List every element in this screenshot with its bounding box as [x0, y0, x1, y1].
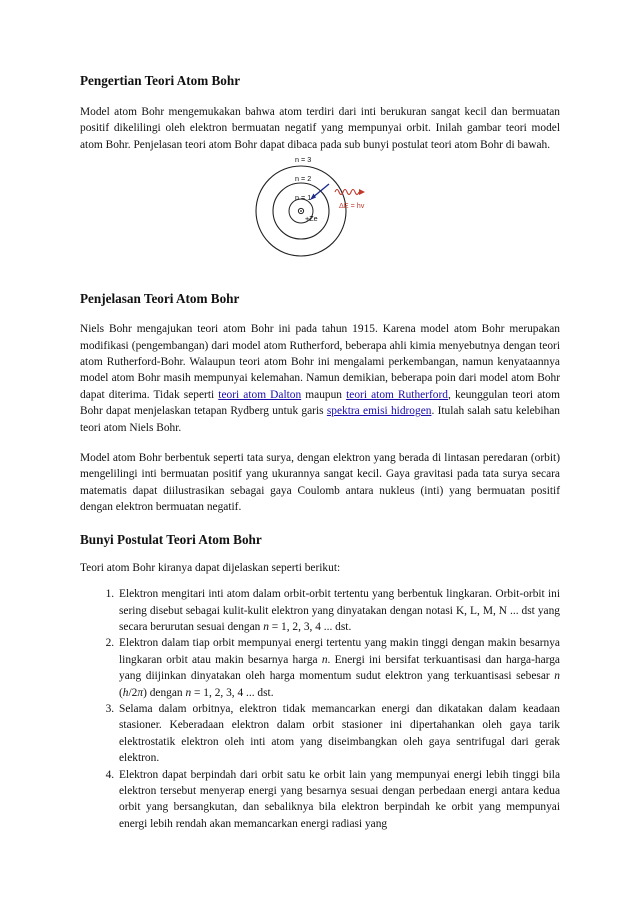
section-title-penjelasan: Penjelasan Teori Atom Bohr — [80, 291, 240, 307]
bohr-atom-diagram — [255, 155, 385, 283]
photon-wave — [335, 190, 359, 195]
list-item: 1. Elektron mengitari inti atom dalam orbit-orbit tertentu yang berbentuk lingkaran. Orbit-orbit ini sering disebut sebagai kulit-kulit elektron yang dinyatakan dengan notasi K, L, M, N ... dst yang secara berurutan sesuai dengan n = 1, 2, 3, 4 ... dst. — [117, 586, 560, 635]
label-nucleus: +Ze — [305, 214, 318, 224]
link-spektra-emisi-hidrogen[interactable]: spektra emisi hidrogen — [326, 405, 432, 418]
list-item: 2. Elektron dalam tiap orbit mempunyai energi tertentu yang makin tinggi dengan makin besarnya lingkaran orbit atau makin besarnya harga n. Energi ini bersifat terkuantisasi dan harga-harga yang diijinkan dinyatakan oleh harga momentum sudut elektron yang terkuantisasi sebesar n (h/2π) dengan n = 1, 2, 3, 4 ... dst. — [117, 635, 560, 701]
label-n2: n = 2 — [295, 174, 312, 184]
photon-arrow-head — [359, 189, 365, 195]
section-title-postulat: Bunyi Postulat Teori Atom Bohr — [80, 531, 262, 547]
postulat-list — [80, 586, 560, 832]
label-n3: n = 3 — [295, 155, 312, 165]
paragraph-postulat-intro: Teori atom Bohr kiranya dapat dijelaskan seperti berikut: — [80, 561, 341, 574]
link-teori-atom-rutherford[interactable]: teori atom Rutherford — [346, 388, 448, 401]
document-page — [80, 72, 560, 832]
label-energy: ΔE = hv — [339, 201, 365, 211]
label-n1: n = 1 — [295, 193, 312, 203]
paragraph-pengertian: Model atom Bohr mengemukakan bahwa atom terdiri dari inti berukuran sangat kecil dan bermuatan positif dikelilingi oleh elektron bermuatan negatif yang mempunyai orbit. Inilah gambar teori model atom Bohr. Penjelasan teori atom Bohr dapat dibaca pada sub bunyi postulat teori atom Bohr di bawah. — [80, 106, 560, 151]
paragraph-penjelasan-2: Model atom Bohr berbentuk seperti tata surya, dengan elektron yang berada di lintasan peredaran (orbit) mengelilingi inti bermuatan positif yang ukurannya sangat kecil. Gaya gravitasi pada tata surya secara matematis dapat diilustrasikan sebagai gaya Coulomb antara nukleus (inti) yang bermuatan positif dengan elektron bermuatan negatif. — [80, 452, 560, 514]
list-item: 4. Elektron dapat berpindah dari orbit satu ke orbit lain yang mempunyai energi lebih tinggi bila elektron tersebut menyerap energi yang besarnya sesuai dengan perbedaan energi antara kedua orbit yang bersangkutan, dan sebaliknya bila elektron berpindah ke orbit yang mempunyai energi lebih rendah akan memancarkan energi radiasi yang — [117, 767, 560, 833]
section-title-pengertian: Pengertian Teori Atom Bohr — [80, 73, 241, 88]
link-teori-atom-dalton[interactable]: teori atom Dalton — [218, 388, 302, 401]
list-item: 3. Selama dalam orbitnya, elektron tidak memancarkan energi dan dikatakan dalam keadaan stasioner. Keberadaan elektron dalam orbit stasioner ini dipertahankan oleh gaya tarik elektrostatik elektron oleh inti atom yang diseimbangkan oleh gaya sentrifugal dari gerak elektron. — [117, 701, 560, 767]
bohr-atom-figure — [80, 155, 560, 283]
nucleus-dot — [300, 210, 302, 212]
paragraph-penjelasan-1: Niels Bohr mengajukan teori atom Bohr ini pada tahun 1915. Karena model atom Bohr merupakan modifikasi (pengembangan) dari model atom Rutherford, beberapa ahli kimia menyebutnya dengan teori atom Rutherford-Bohr. Walaupun teori atom Bohr ini mengalami perkembangan, namun kenyataannya model atom Bohr masih mempunyai kelemahan. Namun demikian, beberapa poin dari model atom Bohr dapat diterima. Tidak seperti teori atom Dalton maupun teori atom Rutherford, keunggulan teori atom Bohr dapat menjelaskan tetapan Rydberg untuk garis spektra emisi hidrogen. Itulah salah satu kelebihan teori atom Niels Bohr. — [80, 323, 560, 434]
